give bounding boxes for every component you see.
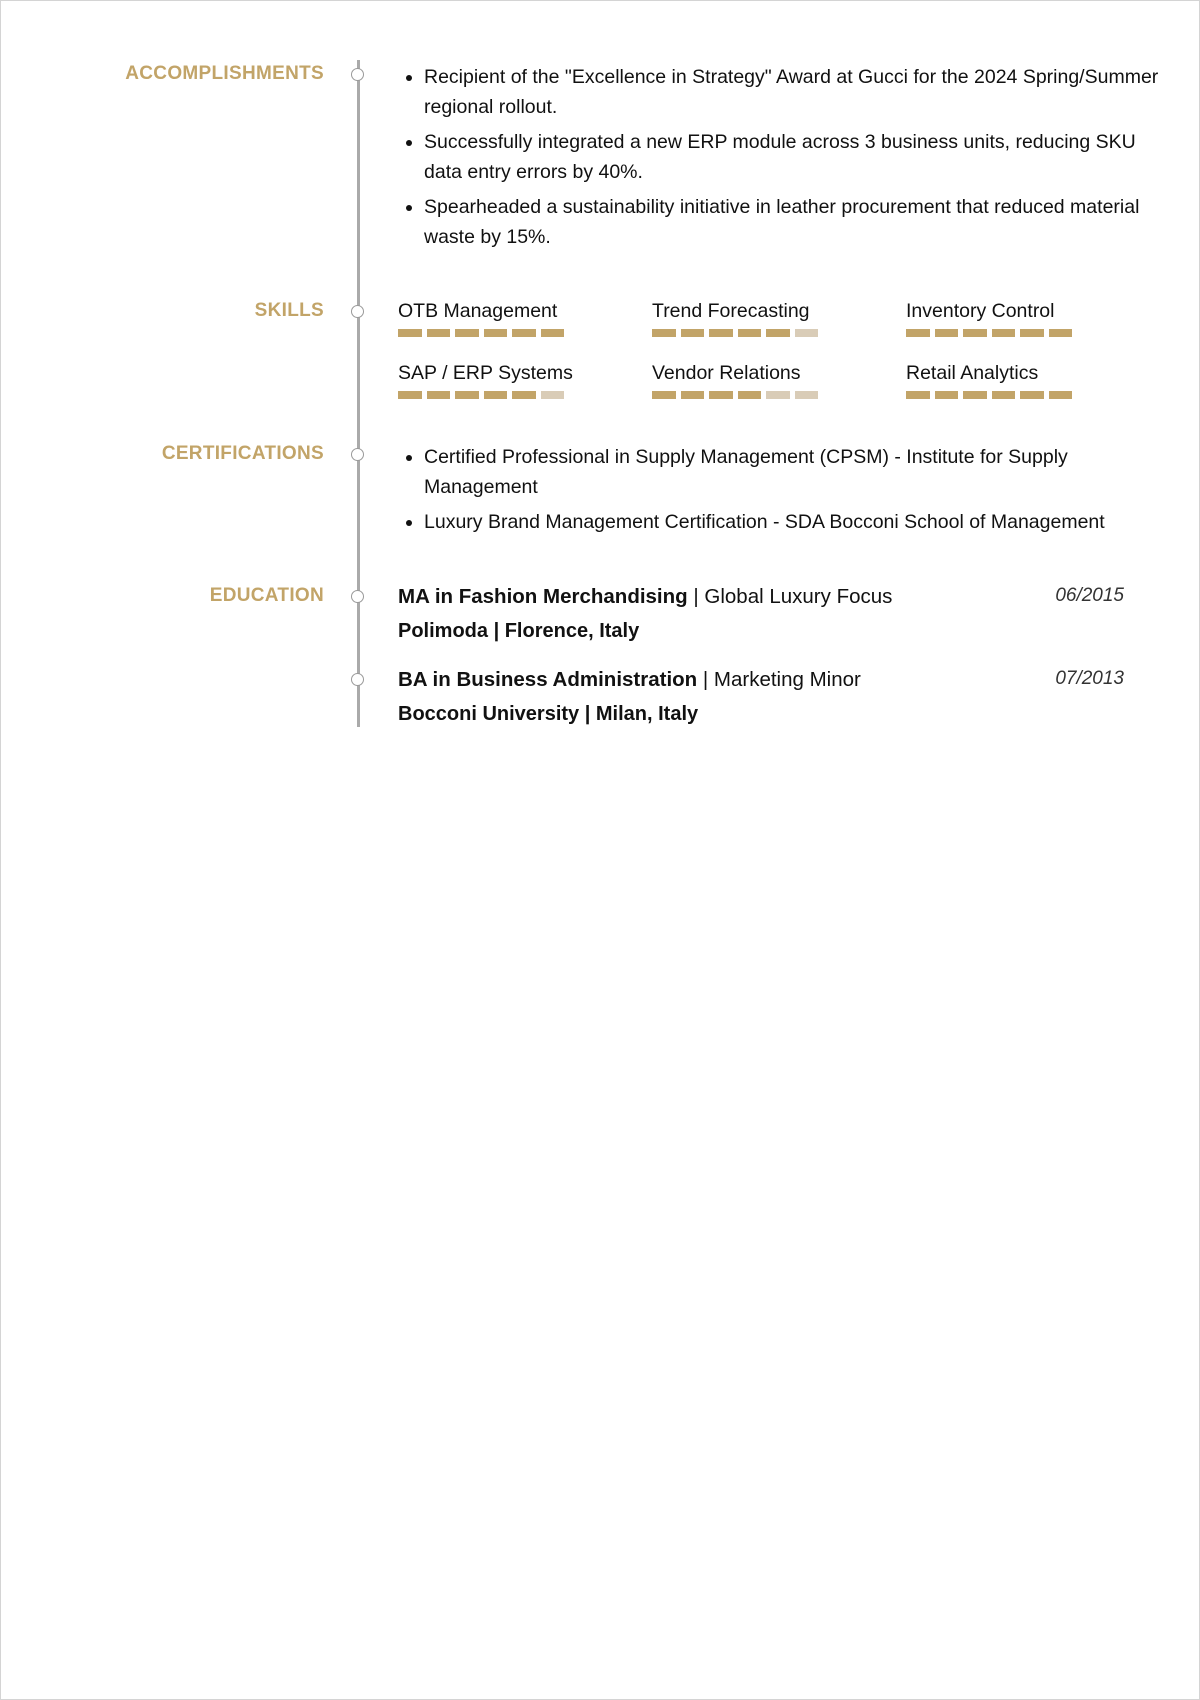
skill-level-bar xyxy=(652,329,882,337)
skill-level-segment-filled xyxy=(652,329,676,337)
education-heading: EDUCATION xyxy=(209,585,324,606)
list-item: • Successfully integrated a new ERP module across 3 business units, reducing SKU data entry errors by 40%. xyxy=(424,127,1164,187)
list-item: • Spearheaded a sustainability initiative in leather procurement that reduced material waste by 15%. xyxy=(424,192,1164,252)
skill-item xyxy=(906,300,1136,337)
skill-level-segment-filled xyxy=(398,329,422,337)
school-name: Bocconi University | Milan, Italy xyxy=(398,703,699,725)
skill-level-segment-filled xyxy=(766,329,790,337)
skill-level-segment-filled xyxy=(512,391,536,399)
accomplishments-list xyxy=(398,62,1164,257)
skill-level-segment-filled xyxy=(738,329,762,337)
skill-item xyxy=(652,362,882,399)
skill-name: Trend Forecasting xyxy=(652,300,810,322)
skill-level-segment-filled xyxy=(1020,391,1044,399)
education-date: 06/2015 xyxy=(1055,585,1124,606)
skill-level-segment-filled xyxy=(681,329,705,337)
skill-level-segment-empty xyxy=(766,391,790,399)
skill-level-segment-filled xyxy=(935,329,959,337)
skill-level-segment-filled xyxy=(427,391,451,399)
skill-item xyxy=(652,300,882,337)
skill-level-segment-filled xyxy=(652,391,676,399)
skill-level-segment-filled xyxy=(1049,329,1073,337)
skill-name: Vendor Relations xyxy=(652,362,801,384)
skill-level-segment-filled xyxy=(455,329,479,337)
timeline-node xyxy=(351,448,364,461)
skill-level-bar xyxy=(906,391,1136,399)
timeline-node xyxy=(351,305,364,318)
education-entry xyxy=(398,668,1124,726)
list-item: • Luxury Brand Management Certification - SDA Bocconi School of Management xyxy=(424,507,1164,537)
education-title xyxy=(398,668,1124,692)
skill-level-bar xyxy=(398,329,628,337)
degree-focus: | Global Luxury Focus xyxy=(687,585,893,608)
skill-level-segment-filled xyxy=(709,391,733,399)
skill-level-segment-filled xyxy=(738,391,762,399)
skill-level-segment-filled xyxy=(541,329,565,337)
timeline-node xyxy=(351,673,364,686)
skill-level-bar xyxy=(906,329,1136,337)
skill-level-segment-filled xyxy=(906,329,930,337)
timeline-line xyxy=(357,60,360,727)
skill-item xyxy=(906,362,1136,399)
list-item: • Recipient of the "Excellence in Strategy" Award at Gucci for the 2024 Spring/Summer regional rollout. xyxy=(424,62,1164,122)
skill-level-segment-filled xyxy=(1020,329,1044,337)
skill-level-segment-empty xyxy=(795,391,819,399)
skill-name: Inventory Control xyxy=(906,300,1055,322)
skill-level-segment-filled xyxy=(992,391,1016,399)
skills-heading: SKILLS xyxy=(254,300,324,321)
skill-level-segment-filled xyxy=(906,391,930,399)
skill-level-segment-filled xyxy=(681,391,705,399)
certifications-heading: CERTIFICATIONS xyxy=(161,443,324,464)
skill-level-segment-filled xyxy=(484,391,508,399)
skill-name: SAP / ERP Systems xyxy=(398,362,573,384)
skill-level-segment-filled xyxy=(455,391,479,399)
skill-level-segment-filled xyxy=(427,329,451,337)
education-date: 07/2013 xyxy=(1055,668,1124,689)
skill-level-segment-filled xyxy=(963,329,987,337)
accomplishments-heading: ACCOMPLISHMENTS xyxy=(125,63,324,84)
skill-level-segment-filled xyxy=(512,329,536,337)
skill-item xyxy=(398,300,628,337)
degree-focus: | Marketing Minor xyxy=(697,668,861,691)
education-entry xyxy=(398,585,1124,643)
skill-level-segment-filled xyxy=(398,391,422,399)
skill-name: OTB Management xyxy=(398,300,558,322)
skill-level-segment-empty xyxy=(541,391,565,399)
skill-level-bar xyxy=(652,391,882,399)
certifications-list xyxy=(398,442,1164,542)
list-item: • Certified Professional in Supply Management (CPSM) - Institute for Supply Management xyxy=(424,442,1164,502)
skill-item xyxy=(398,362,628,399)
skill-level-segment-filled xyxy=(709,329,733,337)
skill-level-segment-filled xyxy=(484,329,508,337)
timeline-node xyxy=(351,590,364,603)
skill-level-segment-empty xyxy=(795,329,819,337)
skill-level-segment-filled xyxy=(1049,391,1073,399)
degree-name: MA in Fashion Merchandising xyxy=(398,585,688,608)
education-title xyxy=(398,585,1124,609)
skill-level-segment-filled xyxy=(935,391,959,399)
timeline-node xyxy=(351,68,364,81)
school-name: Polimoda | Florence, Italy xyxy=(398,620,640,642)
skill-level-segment-filled xyxy=(992,329,1016,337)
skill-name: Retail Analytics xyxy=(906,362,1039,384)
skill-level-segment-filled xyxy=(963,391,987,399)
degree-name: BA in Business Administration xyxy=(398,668,698,691)
skill-level-bar xyxy=(398,391,628,399)
